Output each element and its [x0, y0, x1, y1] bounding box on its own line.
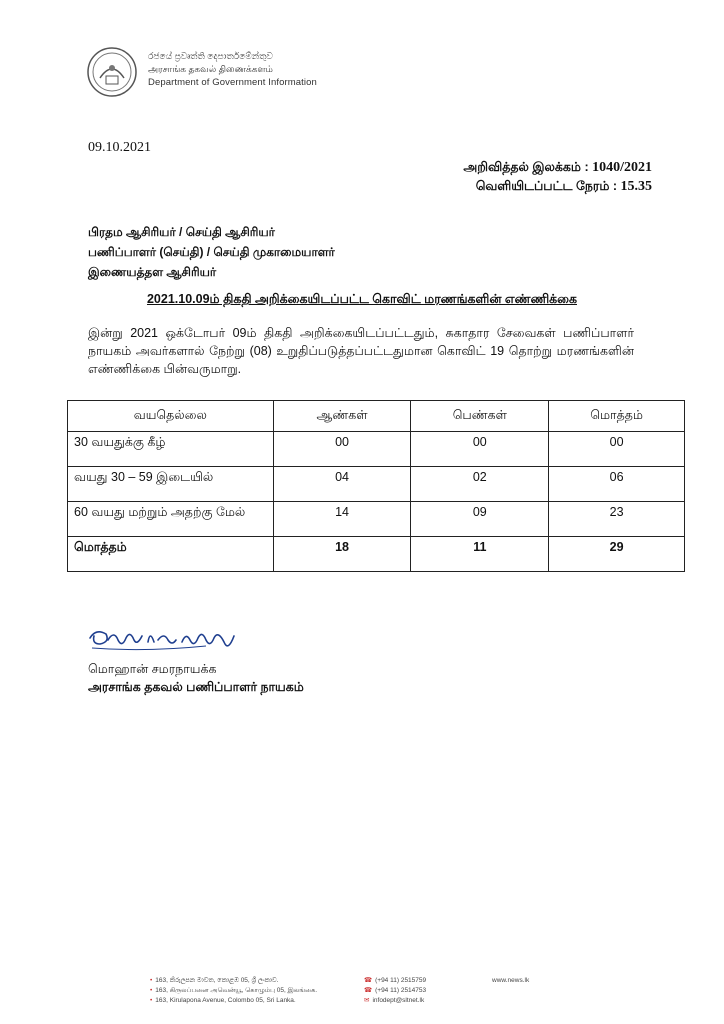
- total-count-cell: 06: [549, 467, 685, 502]
- addressee-line: பிரதம ஆசிரியர் / செய்தி ஆசிரியர்: [88, 225, 275, 239]
- female-count-cell: 00: [411, 432, 549, 467]
- column-header-female: பெண்கள்: [411, 401, 549, 432]
- male-count-cell: 14: [273, 502, 411, 537]
- footer-email: ✉ infodept@sltnet.lk: [364, 997, 425, 1004]
- footer-address-line: • 163, கிருலப்பனை அவென்யூ, கொழும்பு 05, இலங்கை.: [150, 987, 318, 994]
- reference-block: [463, 158, 652, 196]
- release-time-label: வெளியிடப்பட்ட நேரம் :: [475, 179, 618, 193]
- release-date: 09.10.2021: [88, 140, 151, 155]
- release-time-row: [463, 177, 652, 196]
- total-label-cell: மொத்தம்: [68, 537, 274, 572]
- header-sinhala: රජයේ ප්‍රවෘත්ති දෙපාර්තමේන්තුව: [148, 51, 273, 61]
- signer-block: [88, 660, 304, 696]
- footer-address: [150, 976, 317, 1006]
- footer-phone-2: ☎ (+94 11) 2514753: [364, 987, 427, 994]
- reference-number-value: 1040/2021: [592, 160, 652, 175]
- handwritten-signature: [86, 622, 256, 662]
- subject-text: 2021.10.09ம் திகதி அறிக்கையிடப்பட்ட கொவிட் மரணங்களின் எண்ணிக்கை: [146, 292, 577, 306]
- female-count-cell: 02: [411, 467, 549, 502]
- header-english: Department of Government Information: [148, 77, 317, 88]
- female-count-cell: 09: [411, 502, 549, 537]
- subject-heading: [0, 292, 724, 308]
- male-count-cell: 04: [273, 467, 411, 502]
- footer-contact: [364, 976, 426, 1006]
- table-header-row: [68, 401, 685, 432]
- letterhead: [82, 42, 317, 104]
- column-header-age: வயதெல்லை: [68, 401, 274, 432]
- table-row: [68, 467, 685, 502]
- female-total-cell: 11: [411, 537, 549, 572]
- release-time-value: 15.35: [620, 179, 652, 194]
- reference-number-row: [463, 158, 652, 177]
- age-group-cell: வயது 30 – 59 இடையில்: [68, 467, 274, 502]
- footer-phone-1: ☎ (+94 11) 2515759: [364, 977, 427, 984]
- table-total-row: [68, 537, 685, 572]
- reference-number-label: அறிவித்தல் இலக்கம் :: [463, 160, 589, 174]
- intro-paragraph: இன்று 2021 ஒக்டோபர் 09ம் திகதி அறிக்கையிடப்பட்டதும், சுகாதார சேவைகள் பணிப்பாளர் நாயகம் அவர்களால் நேற்று (08) உறுதிப்படுத்தப்பட்டதுமான கொவிட் 19 தொற்று மரணங்களின் எண்ணிக்கை பின்வருமாறு.: [88, 326, 634, 376]
- signer-title: அரசாங்க தகவல் பணிப்பாளர் நாயகம்: [88, 680, 304, 694]
- grand-total-cell: 29: [549, 537, 685, 572]
- header-tamil: அரசாங்க தகவல் திணைக்களம்: [148, 64, 273, 74]
- footer-address-line: • 163, Kirulapona Avenue, Colombo 05, Sri Lanka.: [150, 997, 296, 1004]
- total-count-cell: 23: [549, 502, 685, 537]
- total-count-cell: 00: [549, 432, 685, 467]
- male-count-cell: 00: [273, 432, 411, 467]
- addressee-line: பணிப்பாளர் (செய்தி) / செய்தி முகாமையாளர்: [88, 245, 335, 259]
- government-emblem-icon: [86, 46, 138, 98]
- signer-name: மொஹான் சமரநாயக்க: [88, 662, 217, 676]
- footer-website: www.news.lk: [492, 977, 530, 984]
- table-row: [68, 432, 685, 467]
- footer-address-line: • 163, කිරුලපන මාවත, කොළඹ 05, ශ්‍රී ලංකාව.: [150, 977, 279, 984]
- addressees: [88, 222, 335, 282]
- column-header-male: ஆண்கள்: [273, 401, 411, 432]
- addressee-line: இணையத்தள ஆசிரியர்: [88, 265, 217, 279]
- age-group-cell: 30 வயதுக்கு கீழ்: [68, 432, 274, 467]
- age-group-cell: 60 வயது மற்றும் அதற்கு மேல்: [68, 502, 274, 537]
- column-header-total: மொத்தம்: [549, 401, 685, 432]
- male-total-cell: 18: [273, 537, 411, 572]
- deaths-table: [67, 400, 685, 572]
- table-row: [68, 502, 685, 537]
